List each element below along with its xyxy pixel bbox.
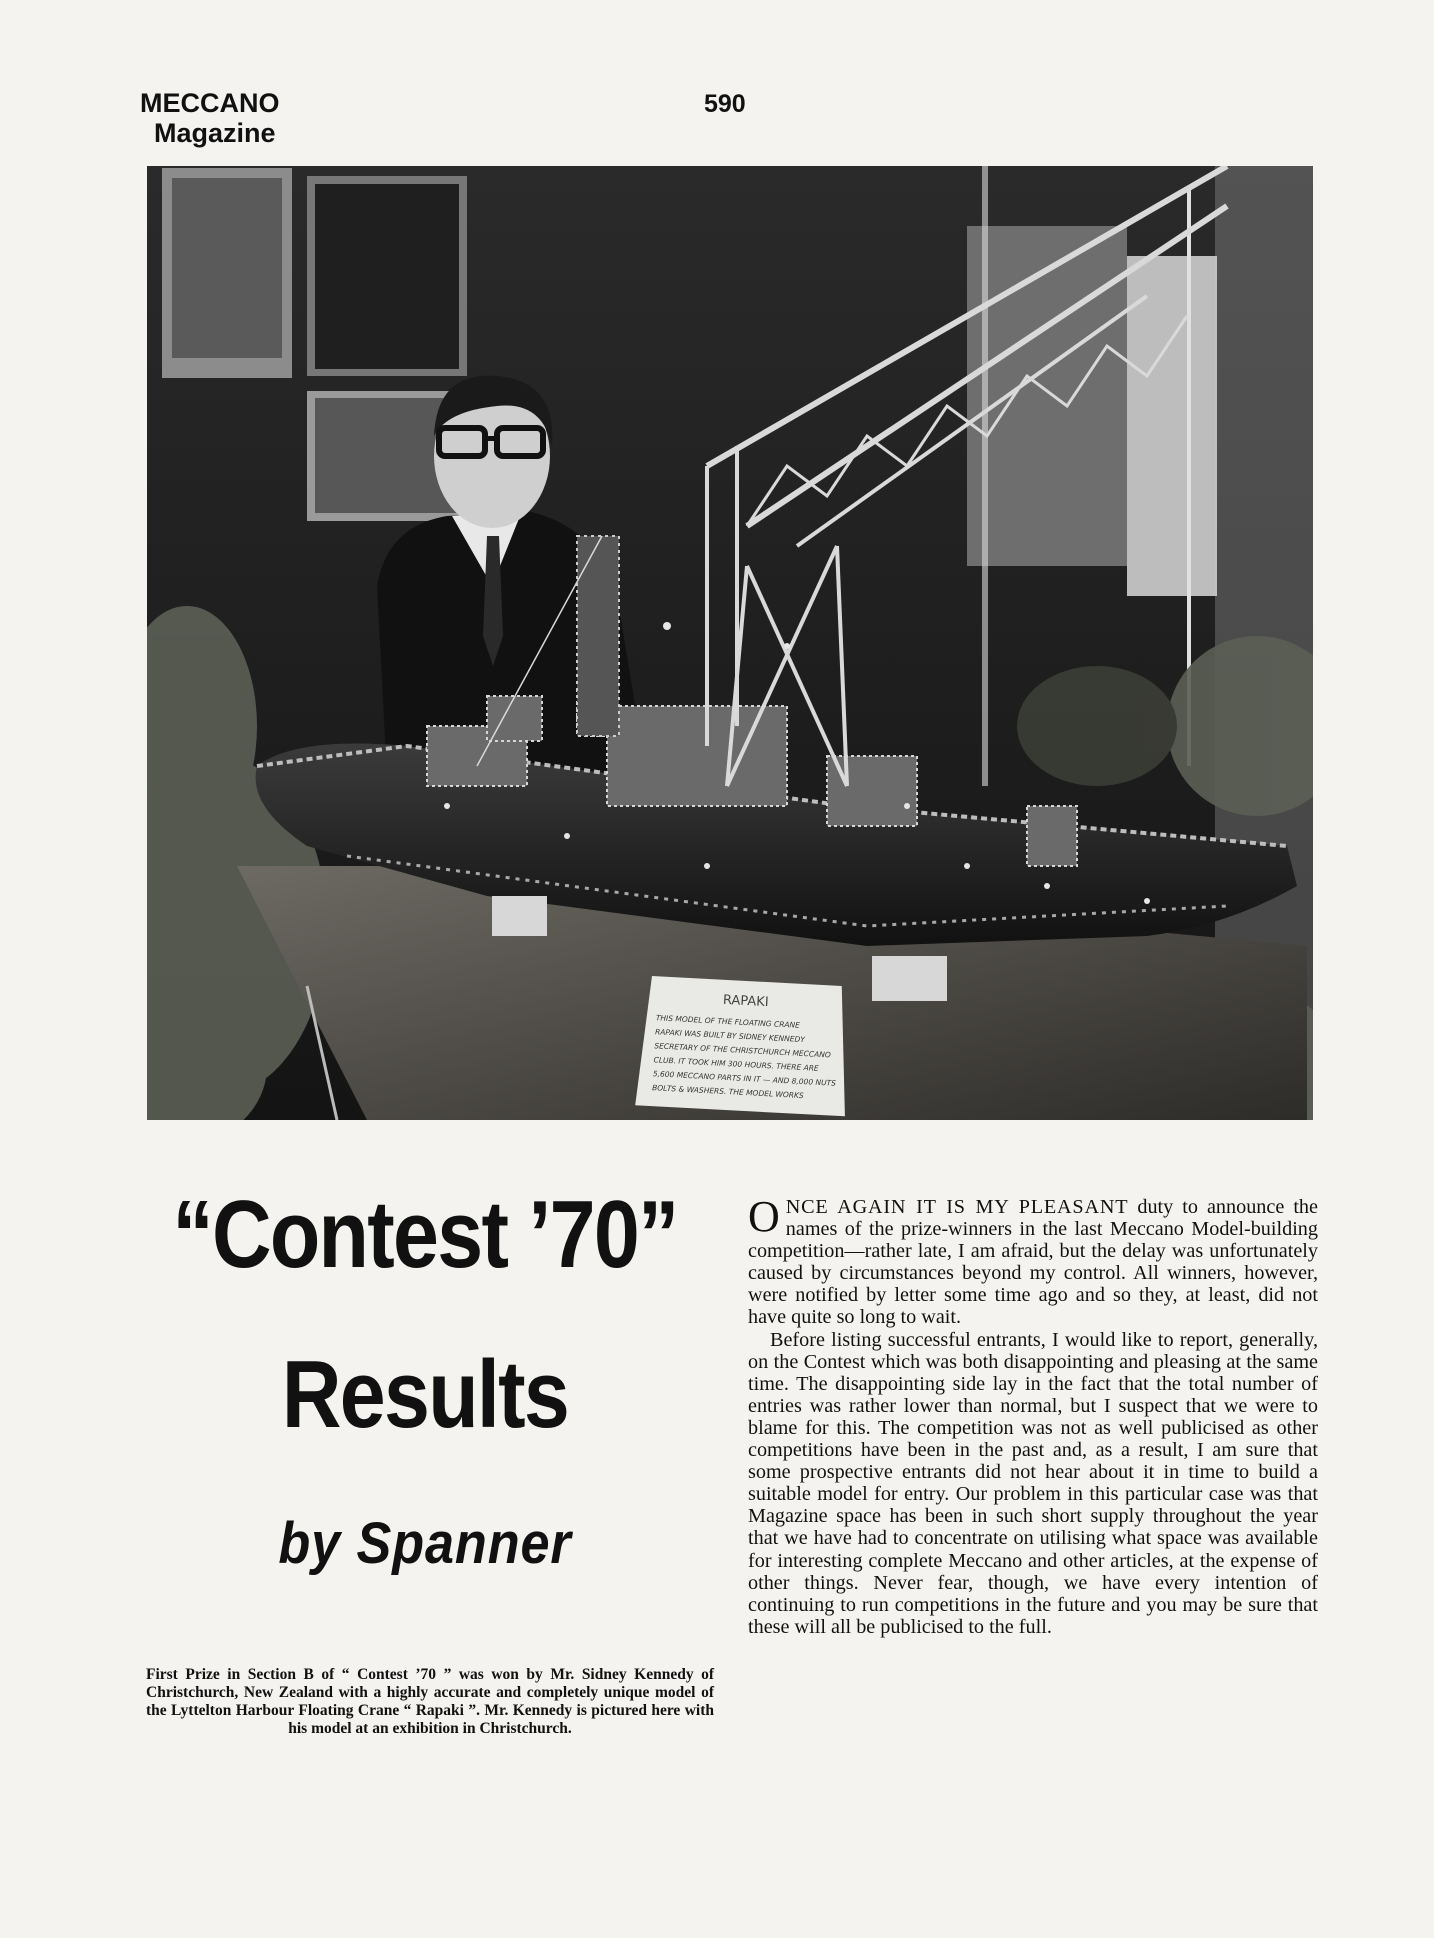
paragraph-1-text: duty to announce the names of the prize-winners in the last Meccano Model-building competition—rather late, I am afraid, but the delay was unfortunately caused by circumstances beyond my control. All winners, however, were notified by letter some time ago and so they, at least, did not have quite so long to wait. (748, 1196, 1318, 1329)
placard-line-1: THIS MODEL OF THE FLOATING CRANE (655, 1013, 801, 1030)
placard-line-6: BOLTS & WASHERS. THE MODEL WORKS (651, 1083, 804, 1101)
placard-line-4: CLUB. IT TOOK HIM 300 HOURS. THERE ARE (653, 1055, 819, 1073)
article-paragraph-1 (748, 1192, 1318, 1329)
article-body (748, 1192, 1318, 1638)
article-paragraph-2: Before listing successful entrants, I would like to report, generally, on the Contest which was both disappointing and pleasing at the same time. The disappointing side lay in the fact that the total number of entries was rather lower than normal, but I suspect that we were to blame for this. The competition was not as well publicised as other competitions have been in the past and, as a result, I am sure that some prospective entrants did not hear about it in time to build a suitable model for entry. Our problem in this particular case was that Magazine space has been in such short supply throughout the year that we have had to concentrate on utilising what space was available for interesting complete Meccano and other articles, at the expense of other things. Never fear, though, we have every intention of continuing to run competitions in the future and you may be sure that these will all be publicised to the full. (748, 1328, 1318, 1638)
placard-line-5: 5,600 MECCANO PARTS IN IT — AND 8,000 NUTS (652, 1069, 837, 1088)
article-title-line2: Results (281, 1341, 569, 1448)
masthead (140, 88, 280, 148)
drop-cap: O (748, 1192, 780, 1241)
lead-in: NCE AGAIN IT IS MY PLEASANT (785, 1196, 1129, 1218)
photo-crane-model (147, 166, 1313, 1120)
placard (635, 975, 852, 1116)
masthead-line1: MECCANO (140, 88, 280, 118)
ship-funnel (577, 536, 619, 736)
placard-title: RAPAKI (722, 992, 769, 1011)
masthead-line2: Magazine (154, 118, 276, 148)
placard-line-3: SECRETARY OF THE CHRISTCHURCH MECCANO (654, 1041, 831, 1060)
article-byline: by Spanner (278, 1511, 572, 1576)
placard-line-2: RAPAKI WAS BUILT BY SIDNEY KENNEDY (654, 1027, 806, 1045)
photo-caption: First Prize in Section B of “ Contest ’70 ” was won by Mr. Sidney Kennedy of Christchurch, New Zealand with a highly accurate and completely unique model of the Lyttelton Harbour Floating Crane “ Rapaki ”. Mr. Kennedy is pictured here with his model at an exhibition in Christchurch. (146, 1666, 714, 1737)
article-title-line1: “Contest ’70” (172, 1181, 678, 1288)
page-number: 590 (704, 90, 746, 118)
photo-illustration (147, 166, 1313, 1120)
